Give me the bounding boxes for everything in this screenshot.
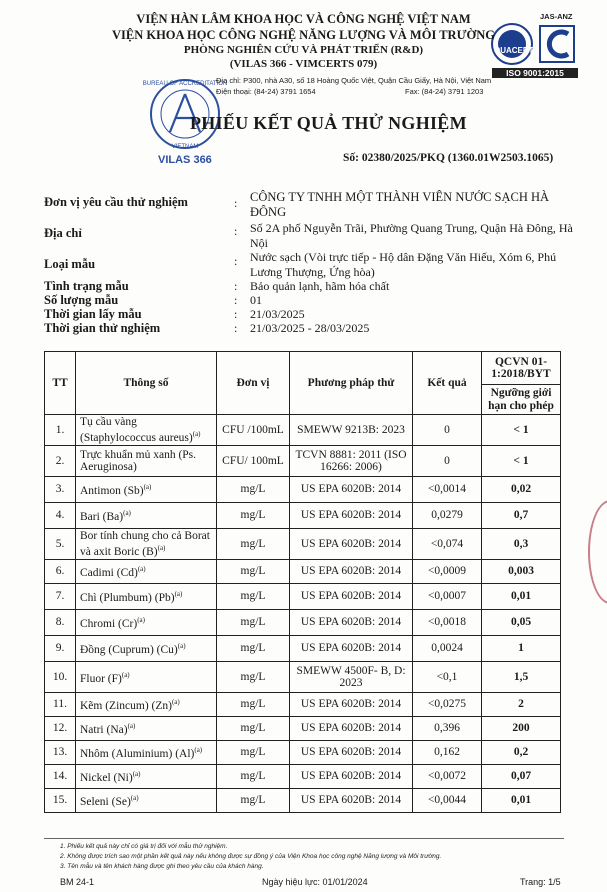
row-method-text: US EPA 6020B: 2014 xyxy=(300,642,402,655)
row-parameter-text: Nickel (Ni) xyxy=(80,772,133,785)
row-method-text: SMEWW 4500F- B, D: 2023 xyxy=(296,664,406,689)
info-value-address: Số 2A phố Nguyễn Trãi, Phường Quang Trung, Quận Hà Đông, Hà Nội xyxy=(250,221,573,250)
row-result-text: 0 xyxy=(444,423,450,436)
row-method-text: US EPA 6020B: 2014 xyxy=(300,565,402,578)
row-unit-text: CFU /100mL xyxy=(222,423,284,436)
row-limit xyxy=(482,765,561,789)
row-tt xyxy=(45,503,76,529)
row-unit xyxy=(217,693,290,717)
table-row xyxy=(45,662,561,693)
table-row xyxy=(45,584,561,610)
header-limit: Ngưỡng giới hạn cho phép xyxy=(482,385,561,415)
row-parameter-text: Cadimi (Cd) xyxy=(80,567,138,580)
row-limit-text: 0,003 xyxy=(508,565,534,578)
row-limit xyxy=(482,503,561,529)
row-tt xyxy=(45,741,76,765)
footnote-1: 1. Phiếu kết quả này chỉ có giá trị đối với mẫu thử nghiệm. xyxy=(60,843,228,850)
row-parameter-text: Bor tính chung cho cả Borat và axit Boric (B) xyxy=(80,529,210,558)
row-limit-text: 2 xyxy=(518,698,524,711)
table-row xyxy=(45,693,561,717)
header-institute: VIỆN KHOA HỌC CÔNG NGHỆ NĂNG LƯỢNG VÀ MÔI TRƯỜNG xyxy=(111,28,495,42)
row-method xyxy=(290,765,413,789)
row-result xyxy=(413,662,482,693)
row-method-text: US EPA 6020B: 2014 xyxy=(300,722,402,735)
row-limit-text: < 1 xyxy=(513,454,529,467)
table-row xyxy=(45,560,561,584)
row-parameter xyxy=(76,610,217,636)
row-result-text: <0,0072 xyxy=(427,770,467,783)
svg-text:VIETNAM: VIETNAM xyxy=(171,144,199,150)
row-method-text: TCVN 8881: 2011 (ISO 16266: 2006) xyxy=(295,448,407,473)
info-colon: : xyxy=(234,307,238,321)
row-method xyxy=(290,741,413,765)
row-parameter-text: Antimon (Sb) xyxy=(80,485,144,498)
header-parameter: Thông số xyxy=(76,352,217,415)
accreditation-mark: (a) xyxy=(132,770,141,779)
row-unit xyxy=(217,529,290,560)
row-limit-text: < 1 xyxy=(513,423,529,436)
table-row xyxy=(45,415,561,446)
row-result xyxy=(413,789,482,813)
row-result xyxy=(413,741,482,765)
table-row xyxy=(45,503,561,529)
row-method xyxy=(290,789,413,813)
row-tt xyxy=(45,584,76,610)
row-method xyxy=(290,610,413,636)
row-method-text: US EPA 6020B: 2014 xyxy=(300,794,402,807)
row-result xyxy=(413,446,482,477)
info-value-sample-count: 01 xyxy=(250,293,262,307)
row-tt xyxy=(45,717,76,741)
table-row xyxy=(45,636,561,662)
row-limit xyxy=(482,415,561,446)
row-limit xyxy=(482,610,561,636)
row-unit-text: mg/L xyxy=(240,509,266,522)
row-limit-text: 200 xyxy=(512,722,530,735)
table-row xyxy=(45,789,561,813)
row-limit-text: 0,05 xyxy=(510,616,532,629)
info-colon: : xyxy=(234,279,238,293)
info-value-sample-type: Nước sạch (Vòi trực tiếp - Hộ dân Đặng Văn Hiếu, Xóm 6, Phú Lương Thượng, Ứng hòa) xyxy=(250,250,557,279)
row-limit-text: 0,01 xyxy=(510,590,532,603)
row-parameter xyxy=(76,415,217,446)
row-result-text: 0,0279 xyxy=(431,509,463,522)
table-row xyxy=(45,717,561,741)
row-method-text: US EPA 6020B: 2014 xyxy=(300,616,402,629)
info-value-sample-state: Bảo quản lạnh, hãm hóa chất xyxy=(250,279,390,293)
header-unit: Đơn vị xyxy=(217,352,290,415)
row-method xyxy=(290,693,413,717)
accreditation-mark: (a) xyxy=(121,670,130,679)
table-row xyxy=(45,477,561,503)
info-label-sampling-date: Thời gian lấy mẫu xyxy=(44,307,142,321)
accreditation-mark: (a) xyxy=(192,430,201,439)
info-label-address: Địa chỉ xyxy=(44,226,82,240)
row-result-text: <0,0044 xyxy=(427,794,467,807)
info-label-requester: Đơn vị yêu cầu thử nghiệm xyxy=(44,195,188,209)
row-unit xyxy=(217,584,290,610)
row-parameter-text: Đồng (Cuprum) (Cu) xyxy=(80,644,178,657)
row-unit-text: mg/L xyxy=(240,590,266,603)
row-tt-text: 8. xyxy=(55,616,65,629)
row-result-text: 0,0024 xyxy=(431,642,463,655)
row-result-text: <0,0275 xyxy=(427,698,467,711)
info-colon: : xyxy=(234,321,238,335)
row-limit xyxy=(482,717,561,741)
row-tt-text: 2. xyxy=(55,454,65,467)
row-result xyxy=(413,765,482,789)
row-unit-text: mg/L xyxy=(240,794,266,807)
row-method xyxy=(290,636,413,662)
row-result-text: <0,0007 xyxy=(427,590,467,603)
row-method xyxy=(290,415,413,446)
row-unit xyxy=(217,765,290,789)
header-fax: Fax: (84-24) 3791 1203 xyxy=(405,87,484,96)
row-tt xyxy=(45,789,76,813)
row-result-text: 0,396 xyxy=(434,722,460,735)
row-tt-text: 5. xyxy=(55,537,65,550)
row-tt xyxy=(45,693,76,717)
row-limit xyxy=(482,584,561,610)
footnote-3: 3. Tên mẫu và tên khách hàng được ghi theo yêu cầu của khách hàng. xyxy=(60,863,264,870)
accreditation-mark: (a) xyxy=(137,616,145,625)
row-method xyxy=(290,529,413,560)
accreditation-mark: (a) xyxy=(130,794,139,803)
row-limit-text: 0,2 xyxy=(513,746,529,759)
row-parameter xyxy=(76,529,217,560)
row-method-text: US EPA 6020B: 2014 xyxy=(300,483,402,496)
row-result xyxy=(413,503,482,529)
row-limit xyxy=(482,741,561,765)
row-tt-text: 1. xyxy=(55,423,65,436)
svg-text:BUREAU OF ACCREDITATION: BUREAU OF ACCREDITATION xyxy=(142,81,228,87)
info-colon: : xyxy=(234,293,238,307)
row-unit xyxy=(217,636,290,662)
iso-label: ISO 9001:2015 xyxy=(492,68,578,78)
row-tt-text: 9. xyxy=(55,642,65,655)
row-result xyxy=(413,560,482,584)
table-row xyxy=(45,446,561,477)
document-number: Số: 02380/2025/PKQ (1360.01W2503.1065) xyxy=(343,152,554,164)
row-result xyxy=(413,717,482,741)
row-parameter xyxy=(76,693,217,717)
row-method-text: US EPA 6020B: 2014 xyxy=(300,770,402,783)
row-result-text: <0,1 xyxy=(436,670,458,683)
row-tt-text: 4. xyxy=(55,509,65,522)
row-result-text: 0 xyxy=(444,454,450,467)
info-value-test-period: 21/03/2025 - 28/03/2025 xyxy=(250,321,370,335)
row-parameter xyxy=(76,765,217,789)
row-limit-text: 0,02 xyxy=(510,483,532,496)
info-label-test-period: Thời gian thử nghiệm xyxy=(44,321,161,335)
row-result xyxy=(413,636,482,662)
header-accreditation: (VILAS 366 - VIMCERTS 079) xyxy=(229,58,378,70)
row-unit-text: mg/L xyxy=(240,565,266,578)
row-parameter-text: Fluor (F) xyxy=(80,672,122,685)
info-label-sample-count: Số lượng mẫu xyxy=(44,293,119,307)
row-parameter xyxy=(76,477,217,503)
table-row xyxy=(45,610,561,636)
row-method xyxy=(290,446,413,477)
row-tt xyxy=(45,765,76,789)
row-unit-text: mg/L xyxy=(240,483,266,496)
row-method-text: SMEWW 9213B: 2023 xyxy=(297,423,405,436)
row-unit xyxy=(217,717,290,741)
effective-date: Ngày hiệu lực: 01/01/2024 xyxy=(262,877,368,887)
row-method-text: US EPA 6020B: 2014 xyxy=(300,537,402,550)
quacert-label: QUACERT xyxy=(494,46,534,55)
footnote-2: 2. Không được trích sao một phần kết quả này nếu không được sự đồng ý của Viện Khoa học công nghệ Năng lượng và Môi trường. xyxy=(60,853,442,860)
footnote-rule xyxy=(44,838,564,839)
row-parameter xyxy=(76,717,217,741)
row-unit xyxy=(217,662,290,693)
row-unit xyxy=(217,415,290,446)
row-unit-text: mg/L xyxy=(240,722,266,735)
row-parameter xyxy=(76,741,217,765)
row-parameter-text: Seleni (Se) xyxy=(80,796,131,809)
row-result-text: <0,0018 xyxy=(427,616,467,629)
header-academy: VIỆN HÀN LÂM KHOA HỌC VÀ CÔNG NGHỆ VIỆT NAM xyxy=(136,12,471,26)
row-unit xyxy=(217,610,290,636)
table-row xyxy=(45,765,561,789)
row-tt xyxy=(45,636,76,662)
row-unit-text: mg/L xyxy=(240,746,266,759)
row-limit-text: 0,07 xyxy=(510,770,532,783)
row-result xyxy=(413,477,482,503)
row-result xyxy=(413,584,482,610)
row-limit xyxy=(482,529,561,560)
row-unit-text: mg/L xyxy=(240,537,266,550)
row-limit xyxy=(482,662,561,693)
row-unit-text: mg/L xyxy=(240,642,266,655)
row-unit xyxy=(217,477,290,503)
row-unit-text: mg/L xyxy=(240,616,266,629)
table-row xyxy=(45,529,561,560)
row-limit-text: 1,5 xyxy=(513,670,529,683)
row-parameter-text: Nhôm (Aluminium) (Al) xyxy=(80,748,195,761)
row-tt-text: 6. xyxy=(55,565,65,578)
row-tt xyxy=(45,446,76,477)
row-tt-text: 11. xyxy=(53,698,67,711)
row-method xyxy=(290,717,413,741)
row-result-text: 0,162 xyxy=(434,746,460,759)
row-tt xyxy=(45,415,76,446)
row-parameter-text: Chromi (Cr) xyxy=(80,618,138,631)
header-phone: Điện thoại: (84-24) 3791 1654 xyxy=(216,87,316,96)
row-limit xyxy=(482,446,561,477)
info-colon: : xyxy=(234,254,238,268)
info-label-sample-type: Loại mẫu xyxy=(44,257,96,271)
form-code: BM 24-1 xyxy=(60,877,95,887)
row-parameter xyxy=(76,584,217,610)
row-tt xyxy=(45,477,76,503)
row-tt-text: 14. xyxy=(52,770,68,783)
row-limit xyxy=(482,636,561,662)
row-method xyxy=(290,662,413,693)
accreditation-mark: (a) xyxy=(143,483,152,492)
row-unit xyxy=(217,446,290,477)
accreditation-mark: (a) xyxy=(174,590,183,599)
header-standard: QCVN 01-1:2018/BYT xyxy=(482,352,561,385)
row-unit xyxy=(217,503,290,529)
info-value-sampling-date: 21/03/2025 xyxy=(250,307,305,321)
table-row xyxy=(45,741,561,765)
side-stamp xyxy=(588,500,607,604)
row-unit xyxy=(217,560,290,584)
row-parameter-text: Bari (Ba) xyxy=(80,511,124,524)
info-label-sample-state: Tình trạng mẫu xyxy=(44,279,129,293)
row-method xyxy=(290,560,413,584)
row-result xyxy=(413,693,482,717)
row-limit xyxy=(482,477,561,503)
row-tt-text: 10. xyxy=(52,670,68,683)
row-unit-text: mg/L xyxy=(240,698,266,711)
row-tt xyxy=(45,662,76,693)
row-tt-text: 15. xyxy=(52,794,68,807)
accreditation-mark: (a) xyxy=(194,746,203,755)
row-limit-text: 0,3 xyxy=(513,537,529,550)
row-unit xyxy=(217,741,290,765)
jas-anz-label: JAS-ANZ xyxy=(540,12,573,21)
row-parameter xyxy=(76,662,217,693)
row-parameter-text: Natri (Na) xyxy=(80,724,128,737)
row-parameter-text: Trực khuẩn mủ xanh (Ps. Aeruginosa) xyxy=(80,448,197,473)
row-tt-text: 7. xyxy=(55,590,65,603)
row-parameter xyxy=(76,503,217,529)
row-tt xyxy=(45,560,76,584)
vilas-label: VILAS 366 xyxy=(158,154,212,166)
info-colon: : xyxy=(234,224,238,238)
accreditation-mark: (a) xyxy=(177,642,186,651)
row-parameter xyxy=(76,446,217,477)
row-limit xyxy=(482,789,561,813)
row-limit xyxy=(482,560,561,584)
header-method: Phương pháp thử xyxy=(290,352,413,415)
header-department: PHÒNG NGHIÊN CỨU VÀ PHÁT TRIỂN (R&D) xyxy=(183,44,424,56)
accreditation-mark: (a) xyxy=(137,565,146,574)
accreditation-mark: (a) xyxy=(171,698,180,707)
row-result xyxy=(413,415,482,446)
row-tt xyxy=(45,610,76,636)
row-parameter xyxy=(76,560,217,584)
row-limit-text: 0,01 xyxy=(510,794,532,807)
row-method-text: US EPA 6020B: 2014 xyxy=(300,509,402,522)
row-tt-text: 12. xyxy=(52,722,68,735)
row-method xyxy=(290,584,413,610)
row-result xyxy=(413,610,482,636)
row-method xyxy=(290,477,413,503)
row-result xyxy=(413,529,482,560)
row-method xyxy=(290,503,413,529)
row-tt-text: 3. xyxy=(55,483,65,496)
row-limit xyxy=(482,693,561,717)
row-tt-text: 13. xyxy=(52,746,68,759)
header-result: Kết quả xyxy=(413,352,482,415)
info-value-requester: CÔNG TY TNHH MỘT THÀNH VIÊN NƯỚC SẠCH HÀ ĐÔNG xyxy=(250,190,550,219)
accreditation-mark: (a) xyxy=(123,509,131,518)
accreditation-mark: (a) xyxy=(127,722,136,731)
header-tt: TT xyxy=(45,352,76,415)
row-result-text: <0,0009 xyxy=(427,565,467,578)
row-tt xyxy=(45,529,76,560)
row-limit-text: 0,7 xyxy=(513,509,529,522)
row-limit-text: 1 xyxy=(518,642,524,655)
row-parameter-text: Chì (Plumbum) (Pb) xyxy=(80,592,175,605)
row-unit xyxy=(217,789,290,813)
row-unit-text: mg/L xyxy=(240,670,266,683)
info-colon: : xyxy=(234,196,238,210)
row-unit-text: CFU/ 100mL xyxy=(222,454,284,467)
accreditation-mark: (a) xyxy=(157,544,166,553)
row-result-text: <0,074 xyxy=(430,537,464,550)
row-result-text: <0,0014 xyxy=(427,483,467,496)
document-title: PHIẾU KẾT QUẢ THỬ NGHIỆM xyxy=(190,113,467,133)
results-table xyxy=(44,351,561,813)
row-method-text: US EPA 6020B: 2014 xyxy=(300,698,402,711)
row-parameter-text: Kẽm (Zincum) (Zn) xyxy=(80,700,172,713)
page-number: Trang: 1/5 xyxy=(520,877,561,887)
row-unit-text: mg/L xyxy=(240,770,266,783)
header-address: Địa chỉ: P300, nhà A30, số 18 Hoàng Quốc Việt, Quận Cầu Giấy, Hà Nội, Việt Nam xyxy=(216,76,492,85)
row-method-text: US EPA 6020B: 2014 xyxy=(300,746,402,759)
row-parameter xyxy=(76,789,217,813)
row-parameter xyxy=(76,636,217,662)
row-method-text: US EPA 6020B: 2014 xyxy=(300,590,402,603)
row-parameter-text: Tụ cầu vàng (Staphylococcus aureus) xyxy=(80,415,193,444)
